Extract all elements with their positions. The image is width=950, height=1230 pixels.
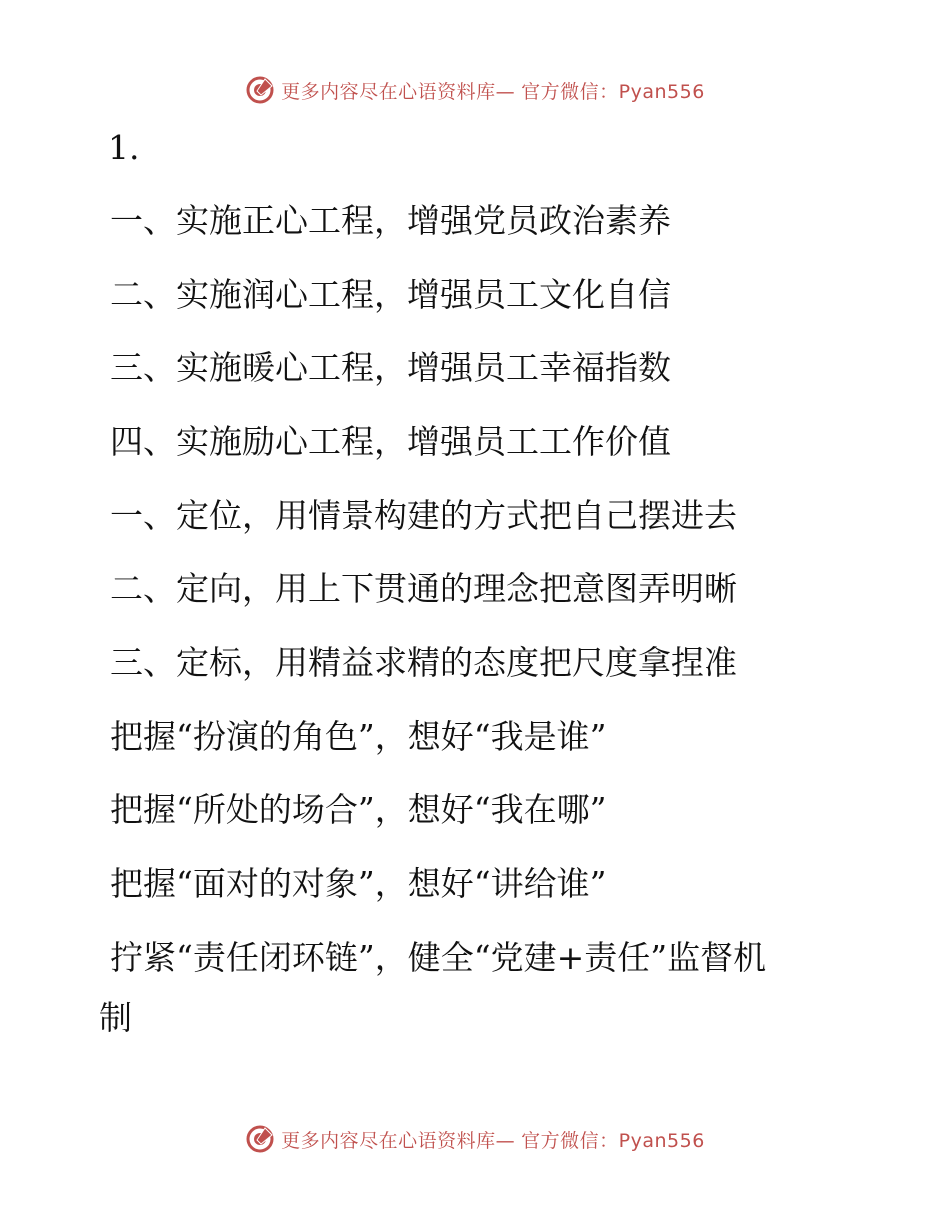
text-line: 三、实施暖心工程，增强员工幸福指数 [110, 348, 671, 387]
text-line: 二、定向，用上下贯通的理念把意图弄明晰 [110, 569, 737, 608]
footer-banner-text: 更多内容尽在心语资料库— [281, 1129, 516, 1152]
footer-banner [0, 1119, 950, 1159]
text-line: 三、定标，用精益求精的态度把尺度拿捏准 [110, 643, 737, 682]
footer-banner-contact: 官方微信：Pyan556 [521, 1129, 705, 1152]
seal-pen-logo-icon [245, 75, 275, 105]
text-line: 一、实施正心工程，增强党员政治素养 [110, 201, 671, 240]
seal-pen-logo-icon [245, 1124, 275, 1154]
text-line: 四、实施励心工程，增强员工工作价值 [110, 422, 671, 461]
text-line: 一、定位，用情景构建的方式把自己摆进去 [110, 496, 737, 535]
header-banner-text: 更多内容尽在心语资料库— [281, 80, 516, 103]
text-line: 把握“扮演的角色”，想好“我是谁” [110, 717, 607, 756]
item-number: 1. [108, 128, 140, 167]
text-line: 把握“所处的场合”，想好“我在哪” [110, 790, 607, 829]
text-line-wrap: 制 [99, 998, 132, 1037]
header-banner [0, 70, 950, 110]
header-banner-contact: 官方微信：Pyan556 [521, 80, 705, 103]
text-line: 把握“面对的对象”，想好“讲给谁” [110, 864, 607, 903]
text-line: 拧紧“责任闭环链”，健全“党建+责任”监督机 [110, 938, 767, 977]
text-line: 二、实施润心工程，增强员工文化自信 [110, 275, 671, 314]
